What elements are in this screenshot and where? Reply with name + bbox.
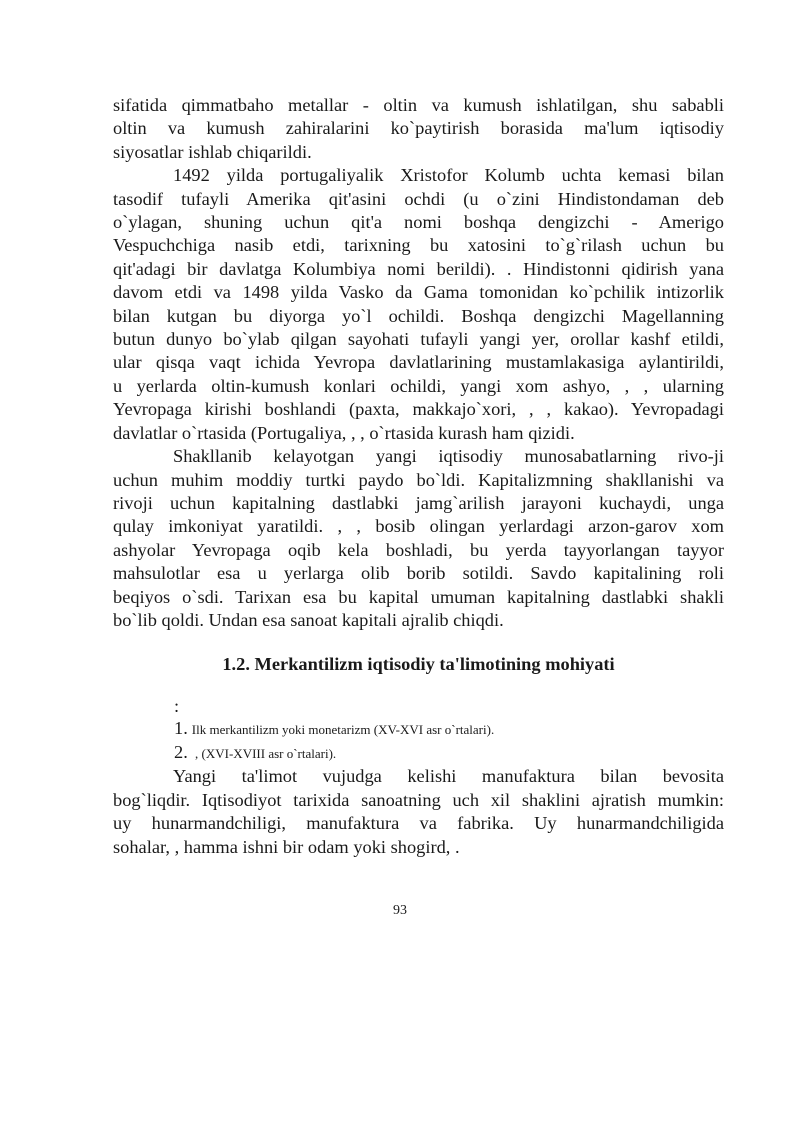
text-line: ashyolar Yevropaga oqib kela boshladi, bu yerda tayyorlangan tayyor — [113, 539, 724, 560]
text-line: bog`liqdir. Iqtisodiyot tarixida sanoatning uch xil shaklini ajratish mumkin: — [113, 789, 724, 810]
text-line: Shakllanib kelayotgan yangi iqtisodiy munosabatlarning rivo-ji — [173, 446, 724, 467]
list-text: , (XVI-XVIII asr o`rtalari). — [191, 746, 337, 762]
paragraph-2 — [113, 164, 724, 445]
text-line: uchun muhim moddiy turtki paydo bo`ldi. Kapitalizmning shakllanishi va — [113, 469, 724, 490]
section-heading: 1.2. Merkantilizm iqtisodiy ta'limotining mohiyati — [222, 654, 615, 675]
text-line: o`ylagan, shuning uchun qit'a nomi boshqa dengizchi - Amerigo — [113, 212, 724, 233]
text-line: bilan kutgan bu diyorga yo`l ochildi. Boshqa dengizchi Magellanning — [113, 305, 724, 326]
text-line: Vespuchchiga nasib etdi, tarixning bu xatosini to`g`rilash uchun bu — [113, 235, 724, 256]
page-number: 93 — [393, 903, 407, 918]
text-line: 1492 yilda portugaliyalik Xristofor Kolumb uchta kemasi bilan — [173, 165, 724, 186]
text-line: bo`lib qoldi. Undan esa sanoat kapitali ajralib chiqdi. — [113, 609, 504, 630]
text-line: sohalar, , hamma ishni bir odam yoki shogird, . — [113, 836, 460, 857]
list-item — [174, 741, 724, 765]
text-line: butun dunyo bo`ylab qilgan sayohati tufayli yangi yer, orollar kashf etildi, — [113, 329, 724, 350]
text-line: qulay imkoniyat yaratildi. , , bosib olingan yerlardagi arzon-garov xom — [113, 516, 724, 537]
text-line: tasodif tufayli Amerika qit'asini ochdi (u o`zini Hindistondaman deb — [113, 188, 724, 209]
text-line: ular qisqa vaqt ichida Yevropa davlatlarining mustamlakasiga aylantirildi, — [113, 352, 724, 373]
paragraph-1 — [113, 94, 724, 164]
text-line: beqiyos o`sdi. Tarixan esa bu kapital umuman kapitalning dastlabki shakli — [113, 586, 724, 607]
text-line: qit'adagi bir davlatga Kolumbiya nomi berildi). . Hindistonni qidirish yana — [113, 258, 724, 279]
text-line: oltin va kumush zahiralarini ko`paytirish borasida ma'lum iqtisodiy — [113, 118, 724, 139]
text-line: uy hunarmandchiligi, manufaktura va fabrika. Uy hunarmandchiligida — [113, 813, 724, 834]
list-number: 1. — [174, 718, 188, 739]
text-line: Yevropaga kirishi boshlandi (paxta, makkajo`xori, , , kakao). Yevropadagi — [113, 399, 724, 420]
text-line: siyosatlar ishlab chiqarildi. — [113, 141, 312, 162]
text-line: sifatida qimmatbaho metallar - oltin va kumush ishlatilgan, shu sababli — [113, 95, 724, 115]
paragraph-4 — [113, 765, 724, 859]
document-page — [113, 94, 724, 859]
list-text: Ilk merkantilizm yoki monetarizm (XV-XVI asr o`rtalari). — [191, 722, 495, 738]
text-line: mahsulotlar esa u yerlarga olib borib sotildi. Savdo kapitalining roli — [113, 563, 724, 584]
text-line: u yerlarda oltin-kumush konlari ochildi, yangi xom ashyo, , , ularning — [113, 375, 724, 396]
text-line: rivoji uchun kapitalning dastlabki jamg`arilish jarayoni kuchaydi, unga — [113, 492, 724, 513]
text-line: davlatlar o`rtasida (Portugaliya, , , o`rtasida kurash ham qizidi. — [113, 422, 575, 443]
paragraph-3 — [113, 445, 724, 632]
colon-line: : — [174, 696, 180, 717]
text-line: davom etdi va 1498 yilda Vasko da Gama tomonidan ko`pchilik intizorlik — [113, 282, 724, 303]
list-item — [174, 717, 724, 741]
list-number: 2. — [174, 742, 188, 763]
text-line: Yangi ta'limot vujudga kelishi manufaktura bilan bevosita — [173, 766, 724, 787]
